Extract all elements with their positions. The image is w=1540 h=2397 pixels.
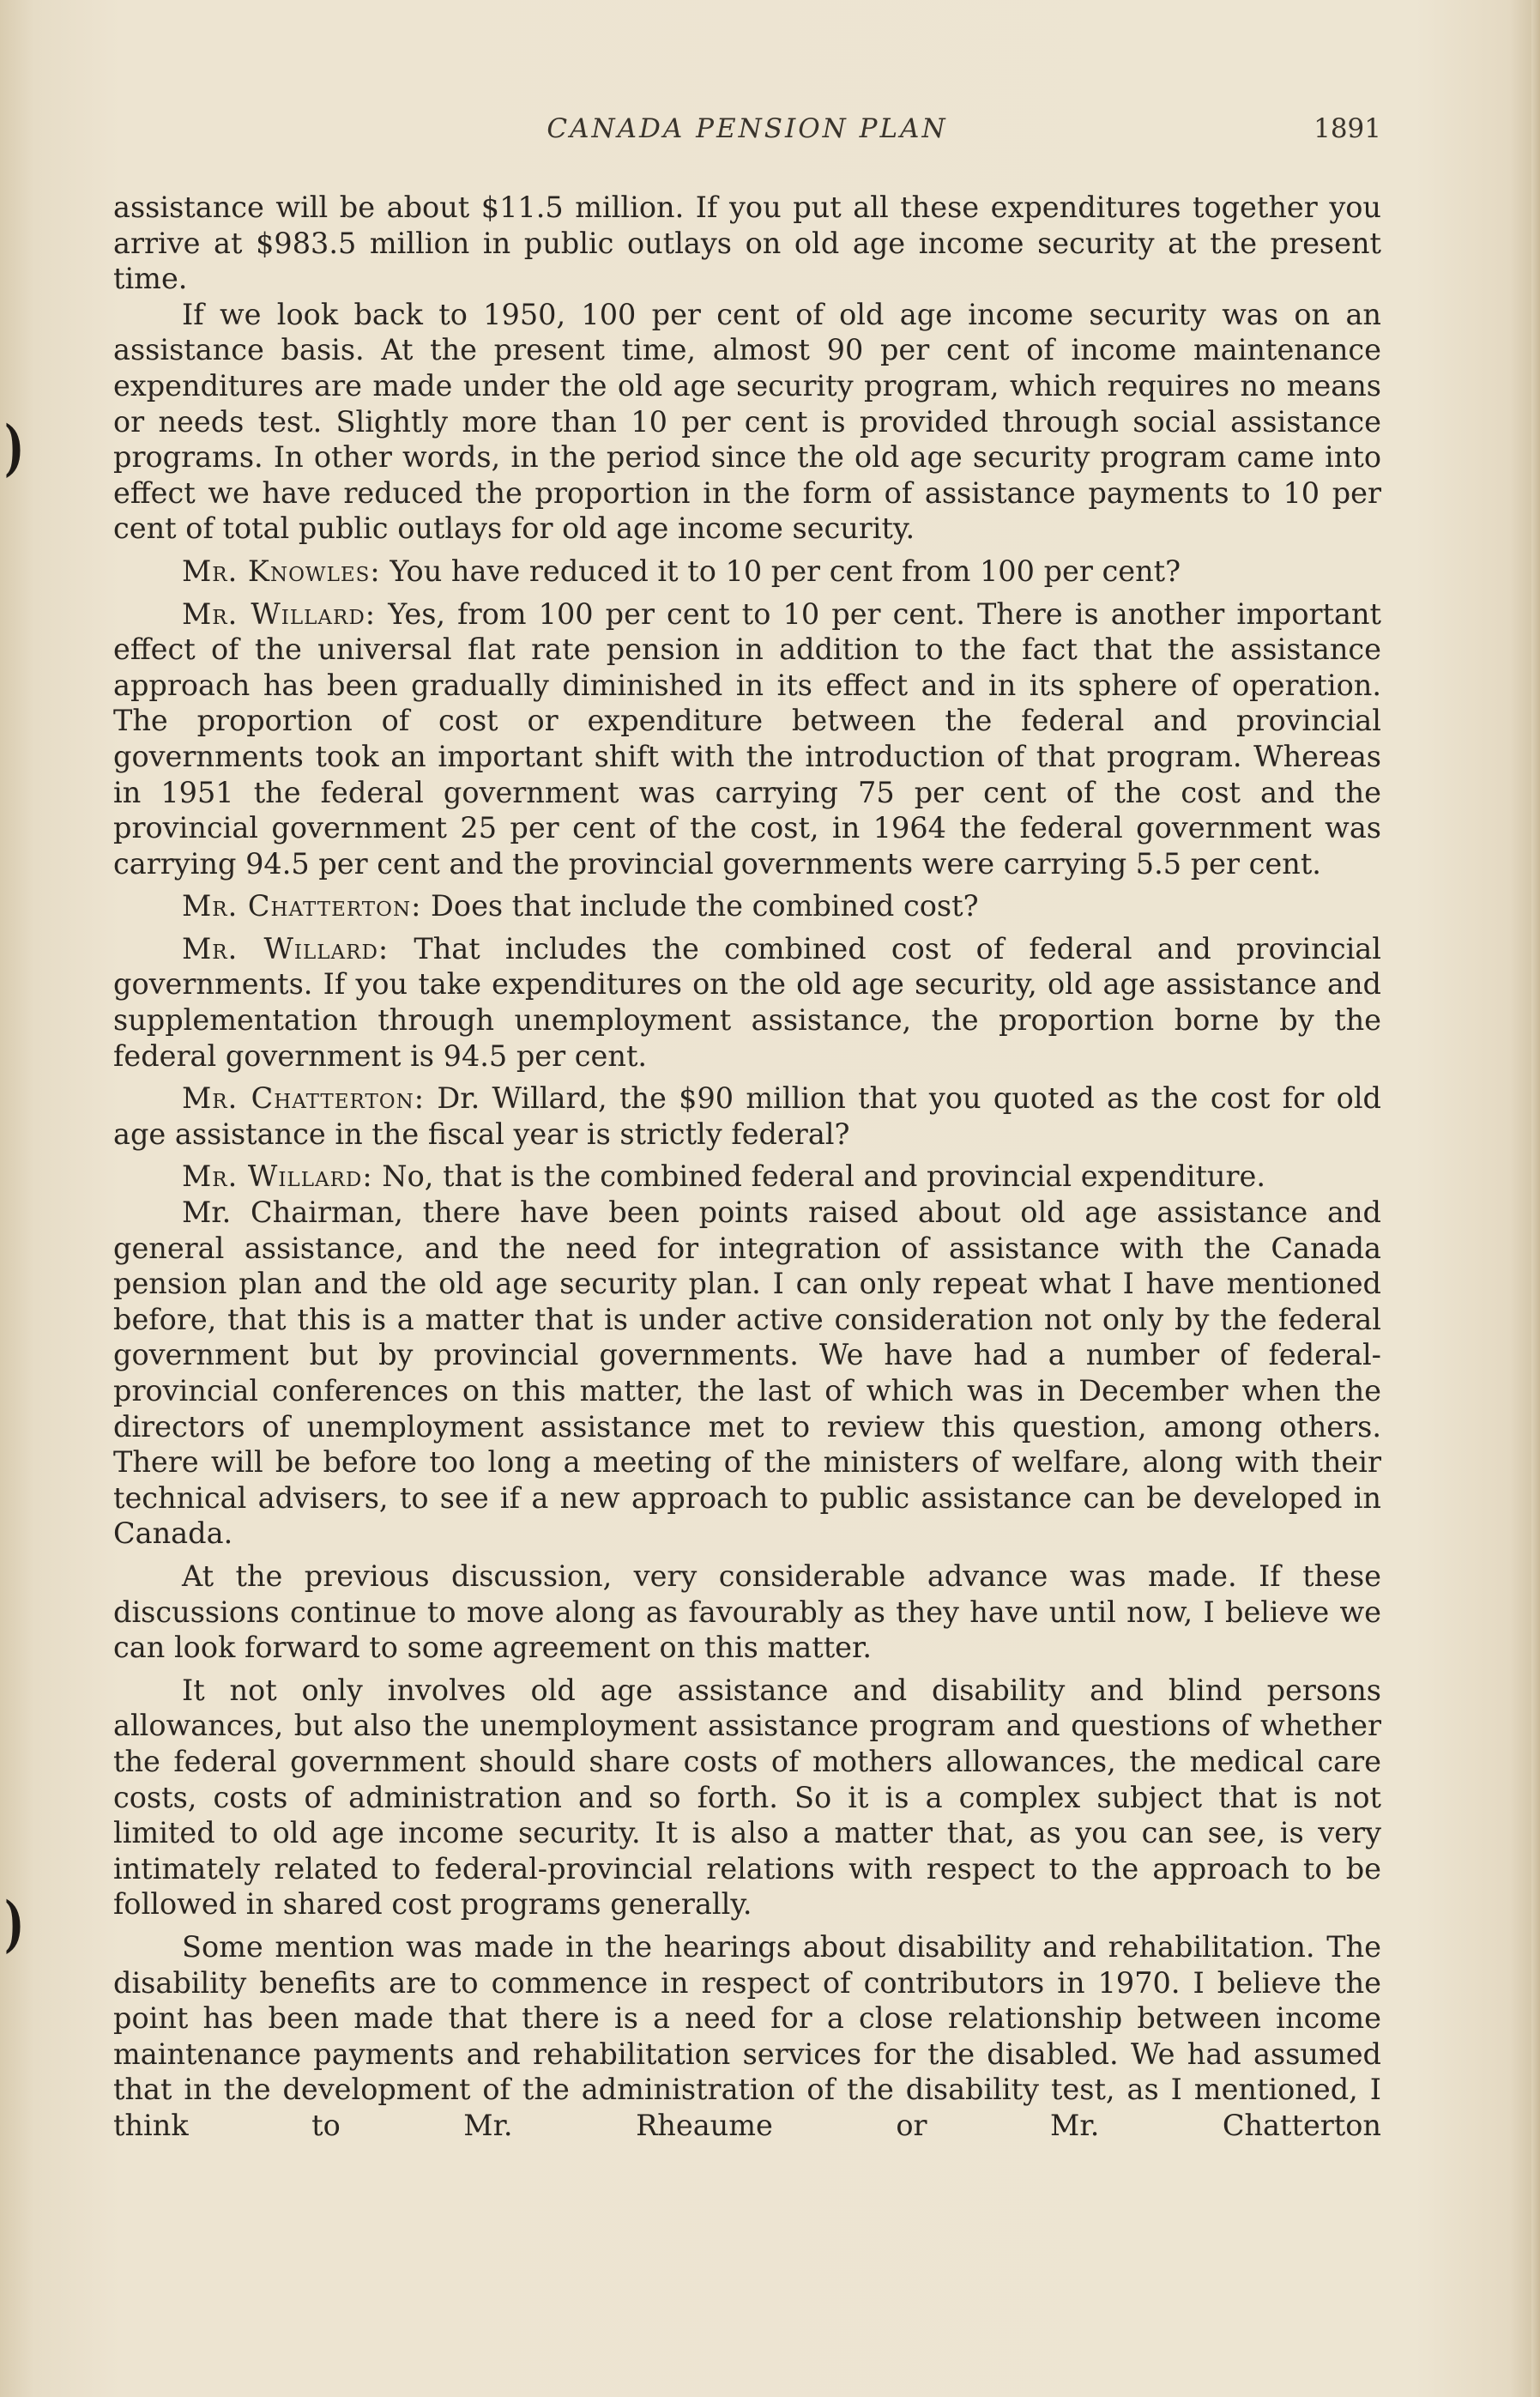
- speech-text: No, that is the combined federal and provincial expenditure.: [382, 1159, 1265, 1194]
- paragraph: It not only involves old age assistance and disability and blind persons allowances, but also the unemployment assistance program and questions of whether the federal government should share costs of mothers allowances, the medical care costs, costs of administration and so forth. So it is a complex subject that is not limited to old age income security. It is also a matter that, as you can see, is very intimately related to federal-provincial relations with respect to the approach to be followed in shared cost programs generally.: [113, 1673, 1381, 1922]
- speech-text: That includes the combined cost of federal and provincial governments. If you take expenditures on the old age security, old age assistance and supplementation through unemployment assistance, the proportion borne by the federal government is 94.5 per cent.: [113, 931, 1381, 1073]
- paragraph: If we look back to 1950, 100 per cent of old age income security was on an assistance basis. At the present time, almost 90 per cent of income maintenance expenditures are made under the old age security program, which requires no means or needs test. Slightly more than 10 per cent is provided through social assistance programs. In other words, in the period since the old age security program came into effect we have reduced the proportion in the form of assistance payments to 10 per cent of total public outlays for old age income security.: [113, 297, 1381, 546]
- body-text: [113, 190, 1381, 2143]
- paragraph: assistance will be about $11.5 million. If you put all these expenditures together you arrive at $983.5 million in public outlays on old age income security at the present time.: [113, 191, 1381, 296]
- speaker-name: Mr. Chatterton:: [182, 1081, 426, 1116]
- paragraph: At the previous discussion, very considerable advance was made. If these discussions continue to move along as favourably as they have until now, I believe we can look forward to some agreement on this matter.: [113, 1559, 1381, 1665]
- speech-text: Yes, from 100 per cent to 10 per cent. There is another important effect of the universal flat rate pension in addition to the fact that the assistance approach has been gradually diminished in its effect and in its sphere of operation. The proportion of cost or expenditure between the federal and provincial governments took an important shift with the introduction of that program. Whereas in 1951 the federal government was carrying 75 per cent of the cost and the provincial government 25 per cent of the cost, in 1964 the federal government was carrying 94.5 per cent and the provincial governments were carrying 5.5 per cent.: [113, 596, 1381, 881]
- speaker-name: Mr. Chatterton:: [182, 889, 422, 923]
- speech-text: Does that include the combined cost?: [431, 889, 979, 923]
- paragraph: [113, 1159, 1381, 1195]
- paragraph: Mr. Chairman, there have been points raised about old age assistance and general assistance, and the need for integration of assistance with the Canada pension plan and the old age security plan. I can only repeat what I have mentioned before, that this is a matter that is under active consideration not only by the federal government but by provincial governments. We have had a number of federal-provincial conferences on this matter, the last of which was in December when the directors of unemployment assistance met to review this question, among others. There will be before too long a meeting of the ministers of welfare, along with their technical advisers, to see if a new approach to public assistance can be developed in Canada.: [113, 1195, 1381, 1551]
- speaker-name: Mr. Willard:: [182, 1159, 373, 1194]
- paragraph: [113, 888, 1381, 924]
- speaker-name: Mr. Willard:: [182, 931, 390, 965]
- paragraph: [113, 1080, 1381, 1152]
- speech-text: Dr. Willard, the $90 million that you quoted as the cost for old age assistance in the fiscal year is strictly federal?: [113, 1081, 1381, 1151]
- binding-mark: ): [3, 1888, 25, 1959]
- binding-mark: ): [3, 412, 25, 483]
- paragraph: [113, 931, 1381, 1074]
- speaker-name: Mr. Willard:: [182, 596, 377, 631]
- paragraph: [113, 554, 1381, 590]
- page-number: 1891: [1314, 113, 1381, 144]
- page-header: [113, 113, 1381, 156]
- page-edge: [1531, 0, 1540, 2397]
- speech-text: You have reduced it to 10 per cent from 100 per cent?: [390, 554, 1181, 588]
- paragraph: Some mention was made in the hearings about disability and rehabilitation. The disability benefits are to commence in respect of contributors in 1970. I believe the point has been made that there is a need for a close relationship between income maintenance payments and rehabilitation services for the disabled. We had assumed that in the development of the administration of the disability test, as I mentioned, I think to Mr. Rheaume or Mr. Chatterton: [113, 1929, 1381, 2142]
- speaker-name: Mr. Knowles:: [182, 554, 381, 588]
- running-title: CANADA PENSION PLAN: [547, 113, 948, 144]
- paragraph: [113, 596, 1381, 882]
